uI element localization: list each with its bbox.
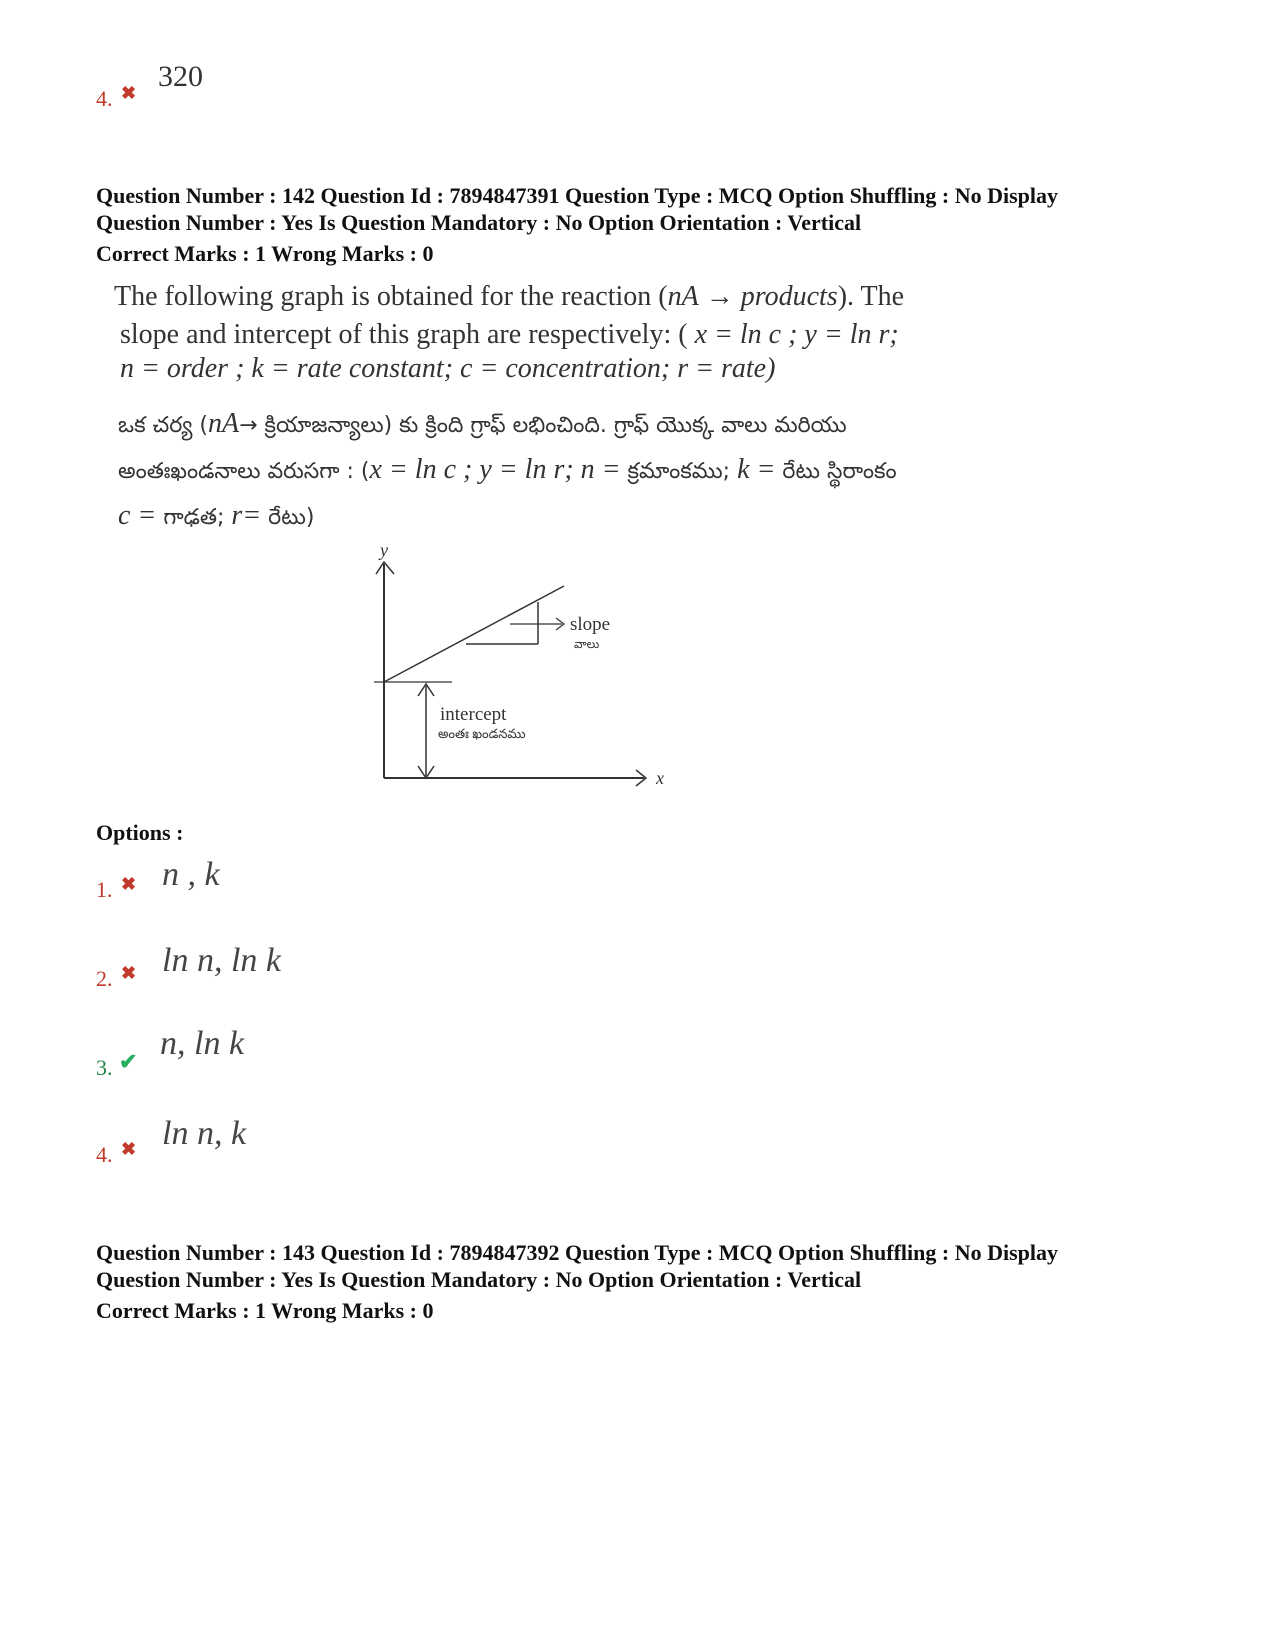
- cross-icon: ✖: [121, 83, 137, 104]
- option-value: n, ln k: [160, 1025, 245, 1062]
- option-number: 1.: [96, 877, 113, 902]
- text-part: r=: [231, 500, 262, 531]
- text-part: అంతఃఖండనాలు వరుసగా : (: [118, 459, 370, 484]
- x-axis-label: x: [656, 768, 664, 788]
- cross-icon: ✖: [121, 874, 137, 895]
- meta-line: Question Number : 142 Question Id : 7894847391 Question Type : MCQ Option Shuffling : No Display: [96, 183, 1059, 208]
- text-part: nA: [207, 408, 240, 439]
- text-part: k =: [737, 454, 776, 485]
- option-value: n , k: [162, 856, 220, 893]
- options-heading: Options :: [96, 820, 184, 845]
- question-meta-143: [96, 1239, 1058, 1324]
- check-icon: ✔: [119, 1049, 138, 1075]
- y-axis-label: y: [380, 540, 388, 560]
- text-part: → క్రియాజన్యాలు) కు క్రింది గ్రాఫ్ లభించింది. గ్రాఫ్ యొక్క వాలు మరియు: [239, 413, 847, 438]
- meta-line: Question Number : Yes Is Question Mandatory : No Option Orientation : Vertical: [96, 1267, 862, 1292]
- graph-line: [384, 586, 564, 682]
- text-part: రేటు): [261, 505, 315, 530]
- option-number: 4.: [96, 1142, 113, 1167]
- text-part: The following graph is obtained for the reaction (: [114, 281, 668, 312]
- question-line: [114, 316, 1074, 354]
- text-part: →: [698, 281, 741, 312]
- text-part: nA: [667, 281, 699, 312]
- text-part: ). The: [837, 281, 905, 312]
- option-value: ln n, ln k: [162, 942, 281, 979]
- cross-icon: ✖: [121, 963, 137, 984]
- meta-line: Question Number : 143 Question Id : 7894847392 Question Type : MCQ Option Shuffling : No Display: [96, 1240, 1059, 1265]
- intercept-label: intercept: [440, 704, 507, 725]
- question-line: [118, 402, 1078, 448]
- text-part: రేటు స్థిరాంకం: [775, 459, 897, 484]
- option-number: 2.: [96, 966, 113, 991]
- text-part: n = order ; k = rate constant; c = concentration; r = rate): [120, 353, 776, 384]
- marks-line: Correct Marks : 1 Wrong Marks : 0: [96, 241, 434, 266]
- text-part: slope and intercept of this graph are respectively: (: [120, 319, 695, 350]
- slope-intercept-graph: [360, 540, 690, 800]
- text-part: x = ln c ; y = ln r; n =: [369, 454, 621, 485]
- slope-label: slope: [570, 614, 611, 635]
- meta-line: Question Number : Yes Is Question Mandatory : No Option Orientation : Vertical: [96, 210, 862, 235]
- prev-option-value: 320: [158, 60, 203, 93]
- text-part: ఒక చర్య (: [118, 413, 208, 438]
- question-line: [114, 350, 1074, 388]
- text-part: products: [740, 281, 838, 312]
- question-text-telugu: [118, 402, 1078, 540]
- question-line: [114, 278, 1074, 316]
- question-line: [118, 448, 1078, 494]
- option-number: 3.: [96, 1055, 113, 1080]
- question-text-english: [114, 278, 1074, 388]
- text-part: c =: [118, 500, 157, 531]
- question-line: [118, 494, 1078, 540]
- text-part: క్రమాంకము;: [620, 459, 738, 484]
- text-part: x = ln c ; y = ln r;: [694, 319, 899, 350]
- slope-label-telugu: వాలు: [574, 637, 600, 651]
- prev-option-number: 4.: [96, 86, 113, 111]
- cross-icon: ✖: [121, 1139, 137, 1160]
- option-value: ln n, k: [162, 1115, 247, 1152]
- marks-line: Correct Marks : 1 Wrong Marks : 0: [96, 1298, 434, 1323]
- question-meta-142: [96, 182, 1058, 267]
- intercept-label-telugu: అంతః ఖండనము: [438, 726, 526, 741]
- text-part: గాఢత;: [156, 505, 232, 530]
